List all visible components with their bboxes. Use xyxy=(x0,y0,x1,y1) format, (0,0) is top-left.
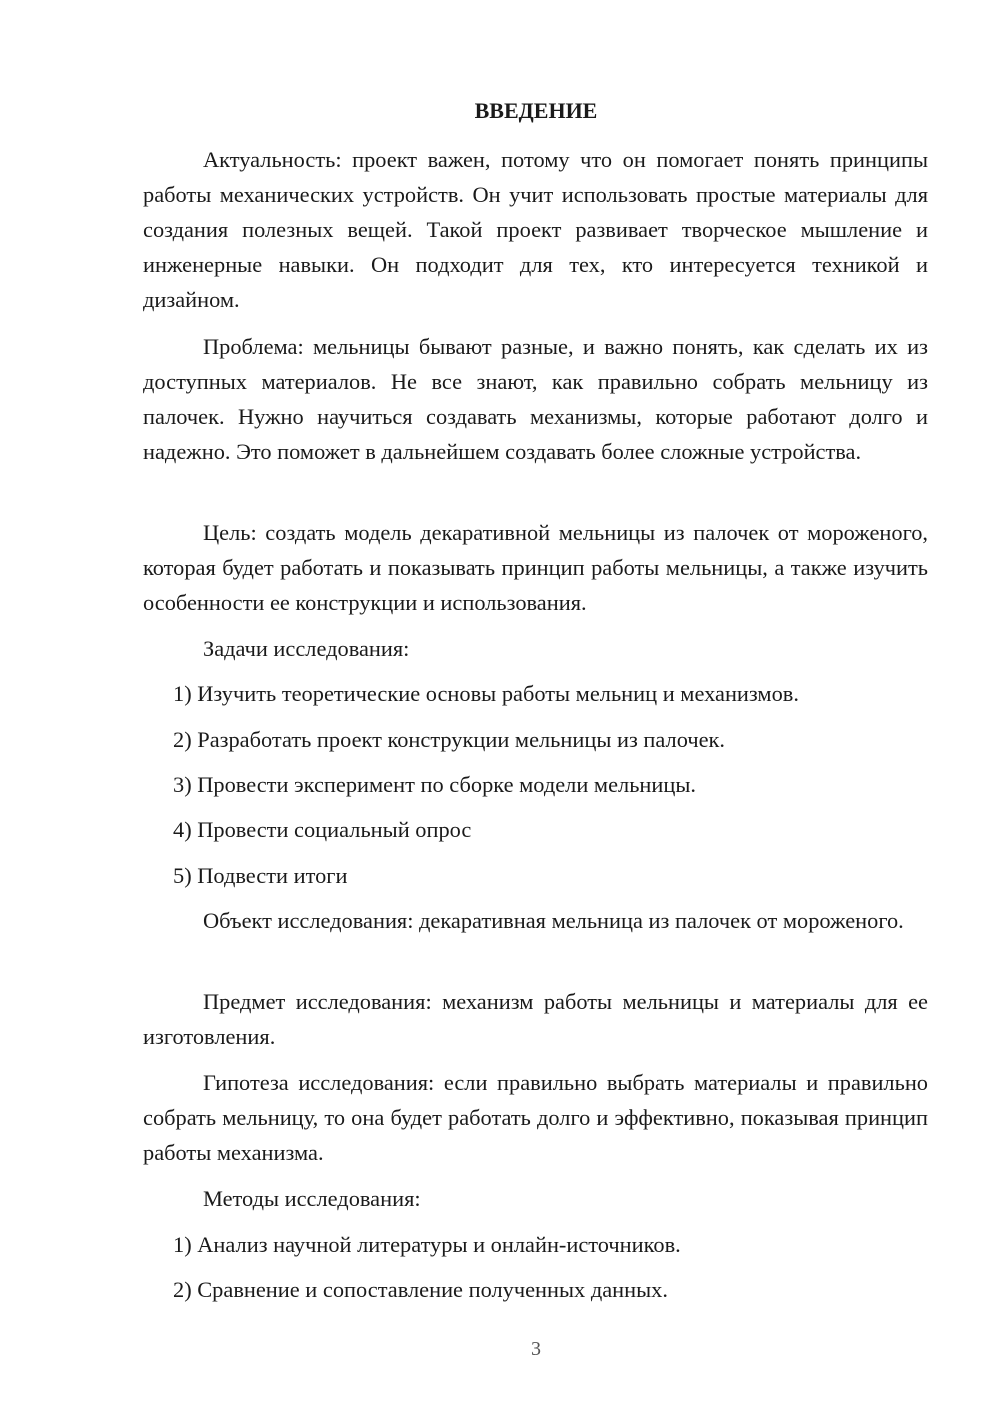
task-item: 4) Провести социальный опрос xyxy=(173,817,472,842)
paragraph-subject: Предмет исследования: механизм работы мельницы и материалы для ее изготовления. xyxy=(143,989,928,1049)
methods-label: Методы исследования: xyxy=(203,1186,421,1211)
task-item: 1) Изучить теоретические основы работы мельниц и механизмов. xyxy=(173,681,799,706)
task-item: 5) Подвести итоги xyxy=(173,863,348,888)
method-item: 2) Сравнение и сопоставление полученных данных. xyxy=(173,1277,668,1302)
paragraph-object: Объект исследования: декаративная мельница из палочек от мороженого. xyxy=(203,908,904,933)
paragraph-relevance: Актуальность: проект важен, потому что он помогает понять принципы работы механических устройств. Он учит использовать простые материалы для создания полезных вещей. Такой проект развивает творческое мышление и инженерные навыки. Он подходит для тех, кто интересуется техникой и дизайном. xyxy=(143,147,928,312)
task-item: 2) Разработать проект конструкции мельницы из палочек. xyxy=(173,727,725,752)
page-number: 3 xyxy=(531,1338,541,1360)
paragraph-problem: Проблема: мельницы бывают разные, и важно понять, как сделать их из доступных материалов. Не все знают, как правильно собрать мельницу из палочек. Нужно научиться создавать механизмы, которые работают долго и надежно. Это поможет в дальнейшем создавать более сложные устройства. xyxy=(143,334,928,464)
page-title: ВВЕДЕНИЕ xyxy=(474,98,598,123)
method-item: 1) Анализ научной литературы и онлайн-источников. xyxy=(173,1232,681,1257)
task-item: 3) Провести эксперимент по сборке модели мельницы. xyxy=(173,772,696,797)
tasks-label: Задачи исследования: xyxy=(203,636,410,661)
paragraph-goal: Цель: создать модель декаративной мельницы из палочек от мороженого, которая будет работать и показывать принцип работы мельницы, а также изучить особенности ее конструкции и использования. xyxy=(143,520,928,615)
paragraph-hypothesis: Гипотеза исследования: если правильно выбрать материалы и правильно собрать мельницу, то она будет работать долго и эффективно, показывая принцип работы механизма. xyxy=(143,1070,928,1165)
